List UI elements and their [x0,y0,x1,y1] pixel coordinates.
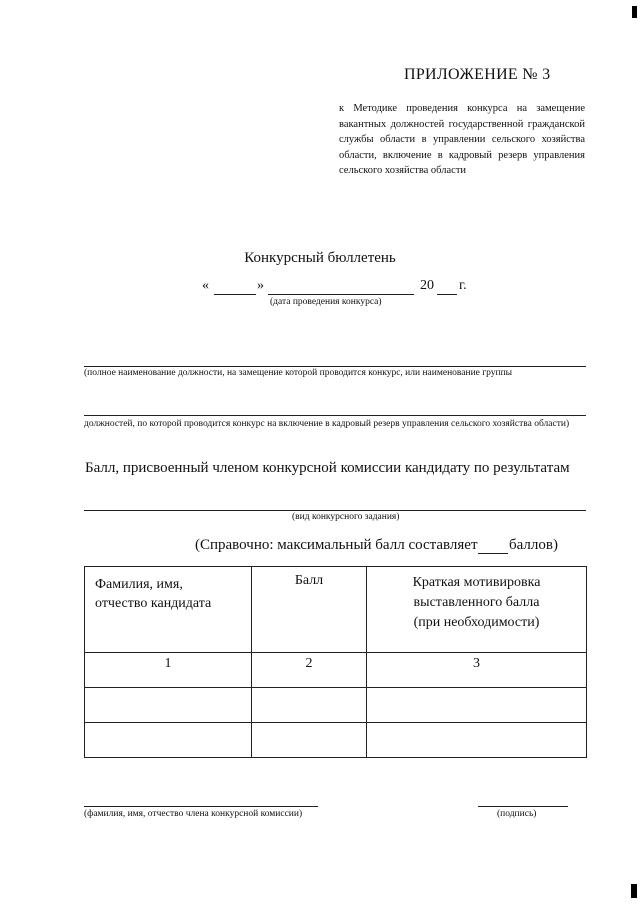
reference-suffix: баллов) [509,537,558,553]
date-month-field[interactable] [268,294,414,295]
reference-prefix: (Справочно: максимальный балл составляет [195,537,478,553]
date-year-suffix: г. [459,278,467,293]
header-score [252,567,367,653]
column-number-1: 1 [85,653,252,688]
date-day-field[interactable] [214,294,256,295]
candidates-table [84,566,587,758]
table-cell-score[interactable] [252,688,367,723]
appendix-description: к Методике проведения конкурса на замещение вакантных должностей государственной гражданской службы области в управлении сельского хозяйства области, включение в кадровый резерв управления сельского хозяйства области [339,103,585,176]
task-type-field[interactable] [84,510,586,511]
date-year-field[interactable] [437,294,457,295]
table-cell-name[interactable] [85,723,252,758]
header-motivation-line3: (при необходимости) [413,615,540,630]
member-name-field[interactable] [84,806,318,807]
header-candidate-name-line2: отчество кандидата [95,596,212,611]
column-number-3: 3 [367,653,587,688]
appendix-title: ПРИЛОЖЕНИЕ № 3 [404,66,551,83]
position-group-field[interactable] [84,415,586,416]
header-motivation [367,567,587,653]
max-score-field[interactable] [478,553,508,554]
member-caption: (фамилия, имя, отчество члена конкурсной комиссии) [84,809,303,819]
task-caption: (вид конкурсного задания) [292,512,400,522]
signature-caption: (подпись) [497,809,537,819]
table-cell-name[interactable] [85,688,252,723]
table-cell-motivation[interactable] [367,723,587,758]
bulletin-title: Конкурсный бюллетень [244,250,396,266]
table-cell-score[interactable] [252,723,367,758]
table-row [85,723,587,758]
date-year-prefix: 20 [420,278,434,293]
position-caption-line2: должностей, по которой проводится конкурс на включение в кадровый резерв управления сельского хозяйства области) [84,419,570,429]
signature-field[interactable] [478,806,568,807]
table-header-row [85,567,587,653]
header-score-line1: Балл [294,573,324,588]
header-motivation-line1: Краткая мотивировка [412,575,541,590]
header-motivation-line2: выставленного балла [413,595,540,610]
date-caption: (дата проведения конкурса) [270,297,382,307]
date-quote-open: « [202,278,209,293]
position-name-field[interactable] [84,366,586,367]
position-caption-line1: (полное наименование должности, на замещение которой проводится конкурс, или наименование группы [84,368,513,378]
date-quote-close: » [257,278,264,293]
table-cell-motivation[interactable] [367,688,587,723]
column-number-2: 2 [252,653,367,688]
header-candidate-name [85,567,252,653]
table-number-row [85,653,587,688]
score-text: Балл, присвоенный членом конкурсной комиссии кандидату по результатам [85,460,570,476]
header-candidate-name-line1: Фамилия, имя, [95,577,183,592]
scan-mark-top [632,6,637,18]
table-row [85,688,587,723]
scan-mark-bottom [631,884,637,898]
